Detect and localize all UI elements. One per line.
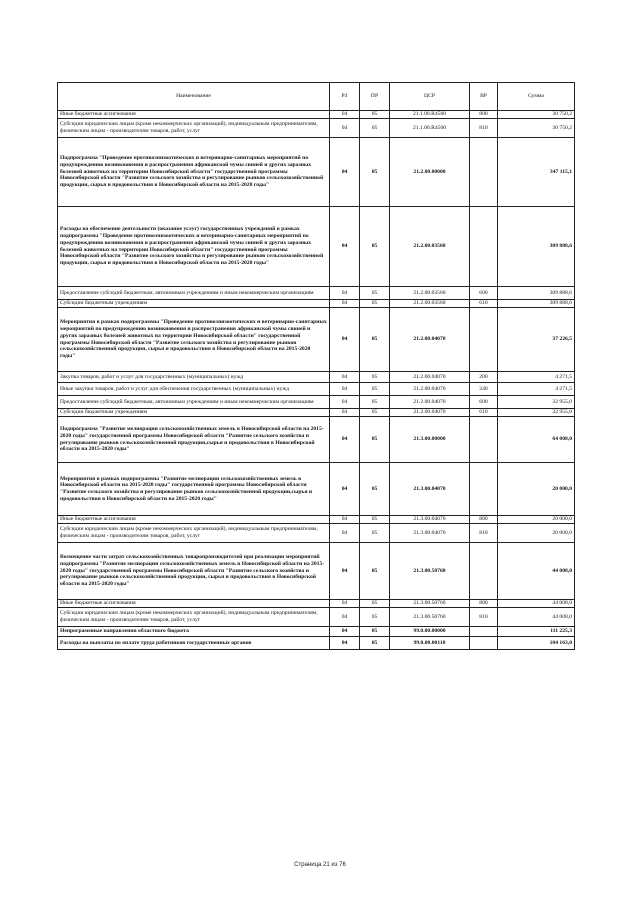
cell-pr: 05 [360,119,390,138]
cell-vr: 810 [470,608,498,627]
cell-pr: 05 [360,383,390,396]
cell-csr: 21.2.00.04070 [390,383,470,396]
cell-csr: 21.2.00.04070 [390,308,470,372]
cell-rz: 04 [330,417,360,463]
cell-sum: 32 955,0 [498,409,575,417]
cell-name: Мероприятия в рамках подпрограммы "Развитие мелиорации сельскохозяйственных земель в Новосибирской области на 2015-2020 годы" государственной программы Новосибирской области "Развитие сельского хозяйства и регулирование рынков сельскохозяйственной продукции,сырья и продовольствия в Новосибирской области на 2015-2020 годы" [58,463,330,516]
table-row [58,417,575,463]
cell-csr: 21.3.00.50760 [390,600,470,608]
cell-pr: 05 [360,417,390,463]
cell-csr: 21.3.00.04070 [390,516,470,524]
cell-name: Закупка товаров, работ и услуг для государственных (муниципальных) нужд [58,372,330,383]
table-row [58,524,575,543]
cell-pr: 05 [360,138,390,207]
cell-pr: 05 [360,463,390,516]
cell-pr: 05 [360,608,390,627]
header-name: Наименование [58,83,330,111]
cell-name: Иные бюджетные ассигнования [58,600,330,608]
cell-rz: 04 [330,627,360,637]
cell-rz: 04 [330,138,360,207]
table-row [58,287,575,300]
cell-rz: 04 [330,383,360,396]
cell-csr: 21.2.00.03560 [390,287,470,300]
cell-sum: 309 888,6 [498,300,575,308]
cell-name: Предоставление субсидий бюджетным, автономным учреждениям и иным некоммерческим организациям [58,287,330,300]
cell-vr: 800 [470,600,498,608]
table-row [58,138,575,207]
table-row [58,627,575,637]
cell-rz: 04 [330,119,360,138]
cell-vr: 610 [470,300,498,308]
cell-sum: 30 750,2 [498,119,575,138]
cell-sum: 104 163,0 [498,637,575,650]
cell-rz: 04 [330,524,360,543]
cell-sum: 20 000,0 [498,516,575,524]
cell-vr [470,463,498,516]
cell-pr: 05 [360,409,390,417]
cell-name: Расходы на обеспечение деятельности (оказание услуг) государственных учреждений в рамках подпрограммы "Проведение противоэпизоотических и ветеринарно-санитарных мероприятий по предупреждению возникновения и распространения африканской чумы свиней и других заразных болезней животных на территории Новосибирской области" государственной программы Новосибирской области "Развитие сельского хозяйства и регулирование рынков сельскохозяйственной продукции, сырья и продовольствия в Новосибирской области на 2015-2020 годы" [58,207,330,287]
cell-vr: 600 [470,396,498,409]
cell-name: Иные бюджетные ассигнования [58,111,330,119]
cell-csr: 21.1.00.R4500 [390,119,470,138]
cell-sum: 309 888,6 [498,287,575,300]
cell-csr: 21.1.00.R4500 [390,111,470,119]
cell-rz: 04 [330,372,360,383]
cell-sum: 4 271,5 [498,383,575,396]
cell-vr [470,207,498,287]
cell-csr: 99.0.00.00110 [390,637,470,650]
cell-sum: 44 008,0 [498,543,575,600]
cell-vr [470,637,498,650]
cell-name: Субсидии юридическим лицам (кроме некоммерческих организаций), индивидуальным предпринимателям, физическим лицам - производителям товаров, работ, услуг [58,524,330,543]
table-row [58,543,575,600]
cell-rz: 04 [330,207,360,287]
cell-name: Подпрограмма "Проведение противоэпизоотических и ветеринарно-санитарных мероприятий по предупреждению возникновения и распространения африканской чумы свиней и других заразных болезней животных на территории Новосибирской области" государственной программы Новосибирской области "Развитие сельского хозяйства и регулирование рынков сельскохозяйственной продукции, сырья и продовольствия в Новосибирской области на 2015-2020 годы" [58,138,330,207]
cell-pr: 05 [360,207,390,287]
cell-csr: 21.3.00.04070 [390,524,470,543]
cell-csr: 21.3.00.50760 [390,543,470,600]
cell-pr: 05 [360,396,390,409]
cell-name: Субсидии бюджетным учреждениям [58,409,330,417]
cell-pr: 05 [360,372,390,383]
cell-csr: 21.2.00.04070 [390,409,470,417]
cell-vr: 810 [470,119,498,138]
cell-sum: 32 955,0 [498,396,575,409]
cell-pr: 05 [360,543,390,600]
cell-name: Расходы на выплаты по оплате труда работников государственных органов [58,637,330,650]
table-row [58,463,575,516]
cell-rz: 04 [330,300,360,308]
cell-rz: 04 [330,637,360,650]
cell-sum: 4 271,5 [498,372,575,383]
cell-vr: 600 [470,287,498,300]
cell-rz: 04 [330,600,360,608]
cell-pr: 05 [360,600,390,608]
cell-sum: 20 000,0 [498,524,575,543]
header-vr: ВР [470,83,498,111]
cell-name: Иные закупки товаров, работ и услуг для обеспечения государственных (муниципальных) нужд [58,383,330,396]
header-sum: Сумма [498,83,575,111]
table-row [58,600,575,608]
cell-pr: 05 [360,287,390,300]
cell-vr [470,543,498,600]
cell-pr: 05 [360,516,390,524]
cell-rz: 04 [330,463,360,516]
cell-vr: 610 [470,409,498,417]
cell-rz: 04 [330,608,360,627]
cell-sum: 30 750,2 [498,111,575,119]
page-number: Страница 21 из 76 [294,862,346,868]
table-row [58,637,575,650]
header-pr: ПР [360,83,390,111]
cell-vr: 810 [470,524,498,543]
cell-name: Субсидии бюджетным учреждениям [58,300,330,308]
cell-rz: 04 [330,287,360,300]
table-row [58,396,575,409]
cell-csr: 21.2.00.00000 [390,138,470,207]
cell-sum: 64 008,0 [498,417,575,463]
cell-name: Подпрограмма "Развитие мелиорации сельскохозяйственных земель в Новосибирской области на 2015-2020 годы" государственной программы Новосибирской области "Развитие сельского хозяйства и регулирование рынков сельскохозяйственной продукции,сырья и продовольствия в Новосибирской области на 2015-2020 годы" [58,417,330,463]
cell-name: Субсидии юридическим лицам (кроме некоммерческих организаций), индивидуальным предпринимателям, физическим лицам - производителям товаров, работ, услуг [58,119,330,138]
cell-sum: 111 225,3 [498,627,575,637]
table-row [58,300,575,308]
header-rz: РЗ [330,83,360,111]
cell-sum: 347 115,1 [498,138,575,207]
cell-csr: 21.2.00.03560 [390,300,470,308]
cell-sum: 44 008,0 [498,600,575,608]
table-row [58,119,575,138]
cell-vr [470,308,498,372]
cell-vr: 200 [470,372,498,383]
cell-name: Иные бюджетные ассигнования [58,516,330,524]
table-row [58,308,575,372]
cell-sum: 309 888,6 [498,207,575,287]
cell-sum: 37 226,5 [498,308,575,372]
cell-name: Предоставление субсидий бюджетным, автономным учреждениям и иным некоммерческим организациям [58,396,330,409]
cell-rz: 04 [330,516,360,524]
cell-pr: 05 [360,637,390,650]
cell-sum: 20 000,0 [498,463,575,516]
table-row [58,372,575,383]
cell-rz: 04 [330,543,360,600]
cell-pr: 05 [360,300,390,308]
cell-rz: 04 [330,308,360,372]
cell-pr: 05 [360,524,390,543]
cell-vr: 240 [470,383,498,396]
table-row [58,383,575,396]
cell-vr [470,627,498,637]
cell-pr: 05 [360,111,390,119]
table-header-row [58,83,575,111]
cell-name: Возмещение части затрат сельскохозяйственных товаропроизводителей при реализации мероприятий подпрограммы "Развитие мелиорации сельскохозяйственных земель в Новосибирской области на 2015-2020 годы" государственной программы Новосибирской области "Развитие сельского хозяйства и регулирование рынков сельскохозяйственной продукции, сырья и продовольствия в Новосибирской области на 2015-2020 годы" [58,543,330,600]
table-row [58,111,575,119]
cell-vr [470,417,498,463]
cell-csr: 21.3.00.00000 [390,417,470,463]
table-row [58,409,575,417]
cell-rz: 04 [330,409,360,417]
budget-table [57,82,575,650]
cell-pr: 05 [360,308,390,372]
table-row [58,608,575,627]
cell-name: Субсидии юридическим лицам (кроме некоммерческих организаций), индивидуальным предпринимателям, физическим лицам - производителям товаров, работ, услуг [58,608,330,627]
cell-vr: 800 [470,516,498,524]
cell-pr: 05 [360,627,390,637]
cell-csr: 21.2.00.04070 [390,396,470,409]
cell-rz: 04 [330,396,360,409]
cell-rz: 04 [330,111,360,119]
cell-vr [470,138,498,207]
cell-csr: 21.2.00.04070 [390,372,470,383]
table-row [58,207,575,287]
header-csr: ЦСР [390,83,470,111]
cell-name: Непрограммные направления областного бюджета [58,627,330,637]
cell-vr: 800 [470,111,498,119]
cell-csr: 99.0.00.00000 [390,627,470,637]
table-body [58,111,575,650]
cell-name: Мероприятия в рамках подпрограммы "Проведение противоэпизоотических и ветеринарно-санитарных мероприятий по предупреждению возникновения и распространения африканской чумы свиней и других заразных болезней животных на территории Новосибирской области" государственной программы Новосибирской области "Развитие сельского хозяйства и регулирование рынков сельскохозяйственной продукции, сырья и продовольствия в Новосибирской области на 2015-2020 годы" [58,308,330,372]
cell-csr: 21.2.00.03560 [390,207,470,287]
cell-csr: 21.3.00.04070 [390,463,470,516]
cell-csr: 21.3.00.50760 [390,608,470,627]
cell-sum: 44 008,0 [498,608,575,627]
table-row [58,516,575,524]
